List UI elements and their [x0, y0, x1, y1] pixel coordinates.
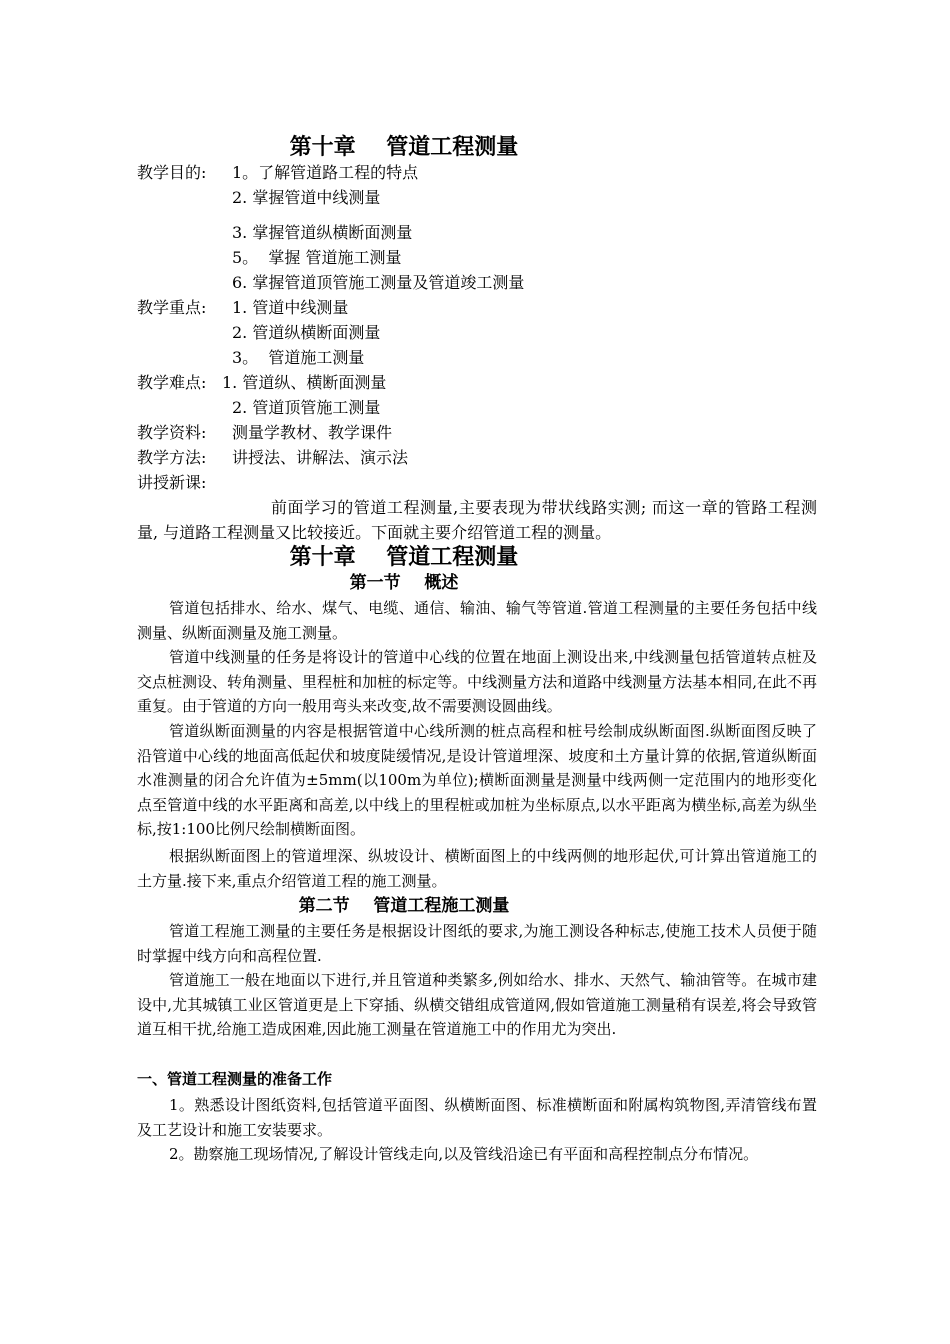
key-points-row [137, 320, 380, 345]
paragraph: 2。勘察施工现场情况,了解设计管线走向,以及管线沿途已有平面和高程控制点分布情况。 [169, 1145, 759, 1163]
new-lesson-label: 讲授新课: [137, 473, 207, 492]
objective-item: 5。 掌握 管道施工测量 [232, 248, 402, 267]
objective-item: 1。了解管道路工程的特点 [232, 163, 419, 182]
key-points-label: 教学重点: [137, 298, 207, 317]
key-points-row [137, 345, 364, 370]
section-title: 第二节 管道工程施工测量 [298, 896, 510, 916]
objectives-row [137, 185, 380, 210]
materials-row [137, 420, 392, 445]
difficulties-row [137, 370, 386, 395]
objectives-row [137, 245, 401, 270]
difficulty-item: 2. 管道顶管施工测量 [232, 398, 381, 417]
materials-value: 测量学教材、教学课件 [232, 423, 393, 442]
paragraph: 根据纵断面图上的管道埋深、纵坡设计、横断面图上的中线两侧的地形起伏,可计算出管道施工的土方量.接下来,重点介绍管道工程的施工测量。 [137, 847, 817, 890]
new-lesson-row [137, 470, 232, 495]
key-point-item: 1. 管道中线测量 [232, 298, 349, 317]
materials-label: 教学资料: [137, 423, 207, 442]
objectives-row [137, 220, 412, 245]
key-points-row [137, 295, 348, 320]
methods-label: 教学方法: [137, 448, 207, 467]
paragraph: 管道施工一般在地面以下进行,并且管道种类繁多,例如给水、排水、天然气、输油管等。在城市建设中,尤其城镇工业区管道更是上下穿插、纵横交错组成管道网,假如管道施工测量稍有误差,将会导致管道互相干扰,给施工造成困难,因此施工测量在管道施工中的作用尤为突出. [137, 971, 817, 1039]
difficulties-label: 教学难点: [137, 373, 207, 392]
key-point-item: 2. 管道纵横断面测量 [232, 323, 381, 342]
difficulty-item: 1. 管道纵、横断面测量 [222, 373, 387, 392]
paragraph: 管道包括排水、给水、煤气、电缆、通信、输油、输气等管道.管道工程测量的主要任务包括中线测量、纵断面测量及施工测量。 [137, 599, 817, 642]
section-title: 第一节 概述 [349, 573, 459, 593]
key-point-item: 3。 管道施工测量 [232, 348, 365, 367]
objective-item: 3. 掌握管道纵横断面测量 [232, 223, 413, 242]
objectives-row [137, 270, 524, 295]
paragraph: 管道中线测量的任务是将设计的管道中心线的位置在地面上测设出来,中线测量包括管道转点桩及交点桩测设、转角测量、里程桩和加桩的标定等。中线测量方法和道路中线测量方法基本相同,在此不再重复。由于管道的方向一般用弯头来改变,故不需要测设圆曲线。 [137, 648, 817, 716]
objective-item: 6. 掌握管道顶管施工测量及管道竣工测量 [232, 273, 525, 292]
difficulties-row [137, 395, 380, 420]
intro-paragraph: 前面学习的管道工程测量,主要表现为带状线路实测; 而这一章的管路工程测量, 与道路工程测量又比较接近。下面就主要介绍管道工程的测量。 [137, 498, 817, 542]
objectives-label: 教学目的: [137, 163, 207, 182]
subsection-heading: 一、管道工程测量的准备工作 [137, 1070, 333, 1088]
methods-value: 讲授法、讲解法、演示法 [232, 448, 409, 467]
chapter-title: 第十章 管道工程测量 [289, 135, 519, 160]
paragraph: 管道纵断面测量的内容是根据管道中心线所测的桩点高程和桩号绘制成纵断面图.纵断面图反映了沿管道中心线的地面高低起伏和坡度陡缓情况,是设计管道埋深、坡度和土方量计算的依据,管道纵断面水准测量的闭合允许值为±5mm(以100m为单位);横断面测量是测量中线两侧一定范围内的地形变化点至管道中线的水平距离和高差,以中线上的里程桩或加桩为坐标原点,以水平距离为横坐标,高差为纵坐标,按1:100比例尺绘制横断面图。 [137, 722, 817, 839]
teaching-info [137, 160, 817, 495]
chapter-title-repeat: 第十章 管道工程测量 [289, 545, 519, 570]
paragraph: 1。熟悉设计图纸资料,包括管道平面图、纵横断面图、标准横断面和附属构筑物图,弄清管线布置及工艺设计和施工安装要求。 [137, 1096, 817, 1139]
methods-row [137, 445, 408, 470]
objectives-row [137, 160, 418, 185]
objective-item: 2. 掌握管道中线测量 [232, 188, 381, 207]
paragraph: 管道工程施工测量的主要任务是根据设计图纸的要求,为施工测设各种标志,使施工技术人员便于随时掌握中线方向和高程位置. [137, 922, 817, 965]
